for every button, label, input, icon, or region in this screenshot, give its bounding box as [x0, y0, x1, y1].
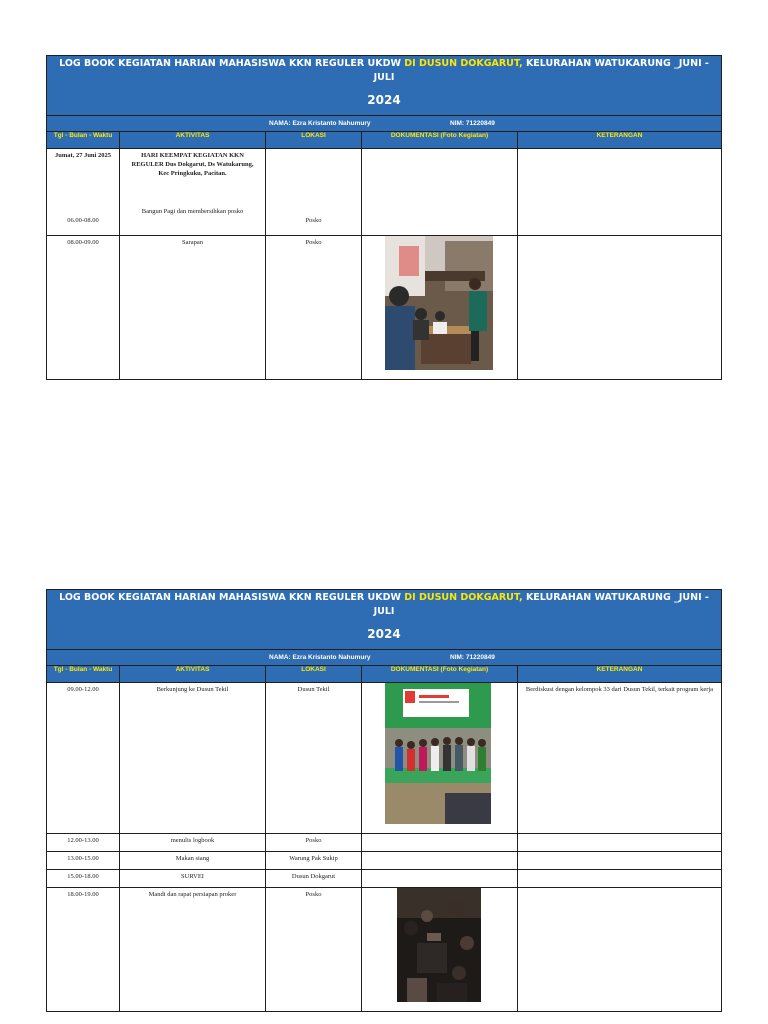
notes-cell: Berdiskusi dengan kelompok 33 dari Dusun Tekil, terkait program kerja — [525, 686, 714, 693]
location-cell: Posko — [266, 149, 362, 235]
documentation-cell — [362, 870, 518, 887]
time-cell: 12.00-13.00 — [47, 834, 120, 851]
col-header-date: Tgl - Bulan - Waktu — [47, 666, 120, 682]
documentation-cell — [362, 149, 518, 235]
column-headers — [47, 666, 721, 683]
meeting-photo — [397, 888, 481, 1002]
activity-cell: Berkunjung ke Dusun Tekil — [120, 683, 266, 833]
column-headers — [47, 132, 721, 149]
table-row — [47, 236, 721, 379]
table-row — [47, 888, 721, 1011]
day-date: Jumat, 27 Juni 2025 — [55, 152, 111, 159]
activity-text: Bangun Pagi dan membersihkan posko — [141, 208, 244, 215]
student-info-bar — [47, 116, 721, 132]
sheet-title: LOG BOOK KEGIATAN HARIAN MAHASISWA KKN REGULER UKDW DI DUSUN DOKGARUT, KELURAHAN WATUKARUNG _JUNI - JULI 2024 — [47, 56, 721, 116]
col-header-activity: AKTIVITAS — [120, 666, 266, 682]
group-photo — [385, 683, 491, 824]
activity-cell: SURVEI — [120, 870, 266, 887]
col-header-location: LOKASI — [266, 666, 362, 682]
activity-cell: Sarapan — [120, 236, 266, 379]
documentation-cell — [362, 852, 518, 869]
sheet-title: LOG BOOK KEGIATAN HARIAN MAHASISWA KKN REGULER UKDW DI DUSUN DOKGARUT, KELURAHAN WATUKARUNG _JUNI - JULI 2024 — [47, 590, 721, 650]
time-cell: 15.00-18.00 — [47, 870, 120, 887]
table-row — [47, 683, 721, 834]
activity-cell — [120, 149, 266, 235]
notes-cell — [518, 834, 721, 851]
table-row — [47, 852, 721, 870]
location-cell: Posko — [266, 834, 362, 851]
notes-cell — [518, 149, 721, 235]
student-nim: NIM: 71220849 — [450, 120, 495, 127]
col-header-date: Tgl - Bulan - Waktu — [47, 132, 120, 148]
time-cell: 13.00-15.00 — [47, 852, 120, 869]
student-info-bar — [47, 650, 721, 666]
time-cell: 18.00-19.00 — [47, 888, 120, 1011]
time-cell: 09.00-12.00 — [47, 683, 120, 833]
table-row — [47, 870, 721, 888]
table-row — [47, 834, 721, 852]
col-header-documentation: DOKUMENTASI (Foto Kegiatan) — [362, 666, 518, 682]
col-header-notes: KETERANGAN — [596, 666, 643, 673]
col-header-activity: AKTIVITAS — [120, 132, 266, 148]
student-nim: NIM: 71220849 — [450, 654, 495, 661]
activity-cell: Makan siang — [120, 852, 266, 869]
col-header-notes: KETERANGAN — [596, 132, 643, 139]
documentation-cell — [362, 888, 518, 1011]
title-year: 2024 — [367, 627, 401, 641]
student-name: NAMA: Ezra Kristanto Nahumury — [269, 120, 371, 127]
notes-cell — [518, 870, 721, 887]
notes-cell — [518, 888, 721, 1011]
title-year: 2024 — [367, 93, 401, 107]
day-heading: HARI KEEMPAT KEGIATAN KKN REGULER Dus Dokgarut, Ds Watukarung, Kec Pringkuku, Pacitan. — [131, 152, 254, 177]
activity-cell: menulis logbook — [120, 834, 266, 851]
documentation-cell — [362, 834, 518, 851]
notes-cell — [518, 236, 721, 379]
time-cell: 08.00-09.00 — [47, 236, 120, 379]
logbook-sheet-2 — [46, 589, 722, 1012]
col-header-location: LOKASI — [266, 132, 362, 148]
location-cell: Dusun Tekil — [266, 683, 362, 833]
table-row — [47, 149, 721, 236]
documentation-cell — [362, 683, 518, 833]
student-name: NAMA: Ezra Kristanto Nahumury — [269, 654, 371, 661]
location-cell: Warung Pak Sukip — [266, 852, 362, 869]
location-cell: Dusun Dokgarut — [266, 870, 362, 887]
date-cell — [47, 149, 120, 235]
location-cell: Posko — [266, 236, 362, 379]
notes-cell — [518, 852, 721, 869]
location-cell: Posko — [266, 888, 362, 1011]
time-cell: 06.00-08.00 — [67, 217, 99, 224]
activity-photo — [385, 236, 493, 370]
col-header-documentation: DOKUMENTASI (Foto Kegiatan) — [362, 132, 518, 148]
logbook-sheet-1 — [46, 55, 722, 380]
documentation-cell — [362, 236, 518, 379]
activity-cell: Mandi dan rapat persiapan proker — [120, 888, 266, 1011]
